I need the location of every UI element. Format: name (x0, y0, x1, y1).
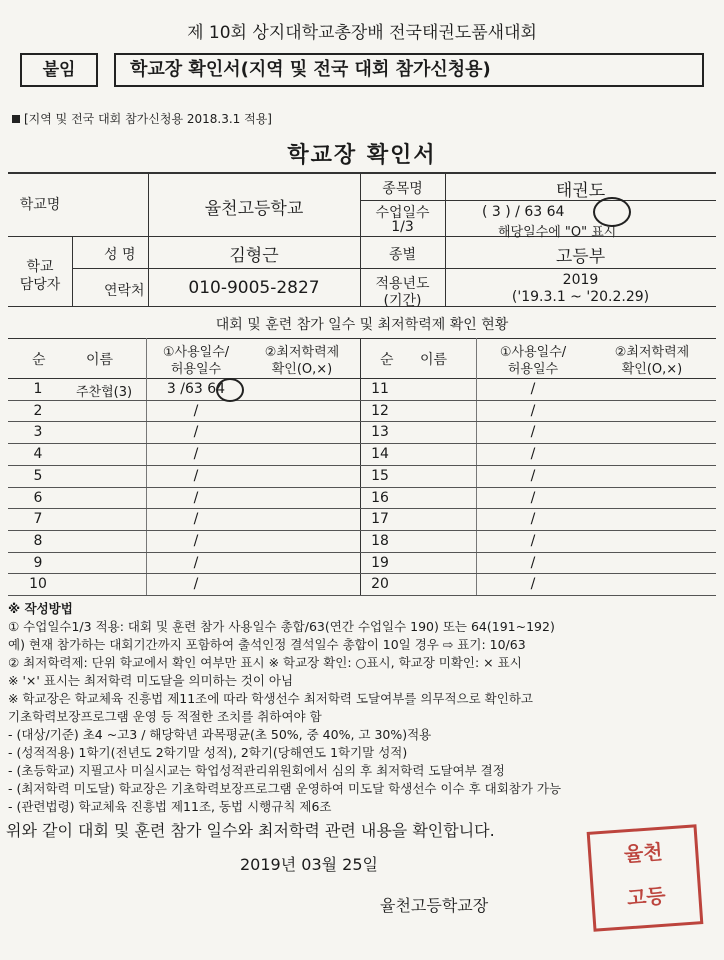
note-line: 예) 현재 참가하는 대회기간까지 포함하여 출석인정 결석일수 총합이 10일 경우 ⇨ 표기: 10/63 (8, 637, 526, 652)
class-days-hint: 해당일수에 "O" 표시 (498, 225, 617, 240)
col-days2-right: 허용일수 (507, 362, 559, 377)
attach-label: 붙임 (20, 53, 98, 87)
school-label: 학교명 (19, 197, 61, 213)
table-line (146, 338, 147, 595)
row-number: 20 (371, 576, 389, 592)
row-number: 17 (371, 511, 389, 527)
principal-signature: 율천고등학교장 (380, 896, 489, 915)
row-days: / (193, 555, 199, 571)
name-value: 김형근 (229, 246, 279, 266)
row-number: 8 (33, 533, 43, 549)
col-days2-left: 허용일수 (170, 362, 222, 377)
contact-label: 연락처 (104, 283, 145, 299)
row-days: 3 /63 64 (166, 381, 226, 397)
row-number: 18 (371, 533, 389, 549)
row-number: 2 (33, 403, 43, 419)
note-line: ※ 작성방법 (8, 601, 73, 616)
table-line (72, 236, 73, 306)
subnote-text: [지역 및 전국 대회 참가신청용 2018.3.1 적용] (24, 112, 272, 126)
note-line: - (최저학력 미도달) 학교장은 기초학력보장프로그램 운영하여 미도달 학생선수 이수 후 대회참가 가능 (8, 781, 562, 796)
note-line: - (관련법령) 학교체육 진흥법 제11조, 동법 시행규칙 제6조 (8, 799, 332, 814)
school-value: 율천고등학교 (204, 199, 304, 219)
division-value: 고등부 (555, 247, 606, 267)
row-number: 13 (371, 424, 389, 440)
row-days: / (530, 468, 536, 484)
row-days: / (530, 576, 536, 592)
row-name: 주찬협(3) (76, 385, 133, 400)
name-label: 성 명 (104, 247, 136, 263)
row-number: 3 (33, 424, 43, 440)
status-title: 대회 및 훈련 참가 일수 및 최저학력제 확인 현황 (215, 317, 509, 333)
class-days-label: 수업일수 (375, 205, 430, 221)
note-line: - (성적적용) 1학기(전년도 2학기말 성적), 2학기(당해연도 1학기말 성적) (8, 745, 408, 760)
manager-label-1: 학교 (26, 259, 54, 275)
official-seal-icon: 율천 고등 (587, 824, 704, 931)
document-title: 학교장 확인서 (287, 143, 437, 168)
col-name-left: 이름 (86, 352, 114, 368)
row-line (8, 595, 716, 596)
row-number: 11 (371, 381, 389, 397)
form-title: 학교장 확인서(지역 및 전국 대회 참가신청용) (114, 53, 704, 87)
row-days: / (193, 511, 199, 527)
row-line (8, 573, 716, 574)
table-line (72, 268, 716, 269)
row-days: / (530, 511, 536, 527)
circle-64-mark (216, 378, 244, 402)
row-days: / (530, 424, 536, 440)
row-number: 15 (371, 468, 389, 484)
row-number: 12 (371, 403, 389, 419)
col-days1-right: ①사용일수/ (499, 345, 567, 360)
event-label: 종목명 (382, 181, 423, 197)
row-number: 1 (33, 381, 43, 397)
row-line (8, 530, 716, 531)
row-number: 5 (33, 468, 43, 484)
row-number: 10 (29, 576, 47, 592)
row-days: / (530, 381, 536, 397)
row-days: / (193, 403, 199, 419)
col-days1-left: ①사용일수/ (162, 345, 230, 360)
year-label-2: (기간) (383, 293, 422, 309)
row-line (8, 465, 716, 466)
col-no-right: 순 (380, 352, 394, 368)
row-line (8, 421, 716, 422)
row-days: / (530, 555, 536, 571)
class-days-value: ( 3 ) / 63 64 (482, 204, 565, 220)
row-line (8, 508, 716, 509)
row-number: 16 (371, 490, 389, 506)
row-number: 6 (33, 490, 43, 506)
row-number: 4 (33, 446, 43, 462)
division-label: 종별 (388, 247, 417, 263)
manager-label-2: 담당자 (19, 277, 61, 293)
row-days: / (530, 446, 536, 462)
period-value: ('19.3.1 ~ '20.2.29) (511, 289, 650, 305)
row-days: / (193, 533, 199, 549)
col-name-right: 이름 (420, 352, 448, 368)
row-days: / (193, 468, 199, 484)
row-line (8, 443, 716, 444)
row-days: / (530, 403, 536, 419)
year-value: 2019 (562, 272, 599, 288)
row-days: / (193, 446, 199, 462)
row-line (8, 487, 716, 488)
contact-value: 010-9005-2827 (188, 278, 320, 298)
table-line (8, 378, 716, 379)
note-line: ※ 학교장은 학교체육 진흥법 제11조에 따라 학생선수 최저학력 도달여부를 의무적으로 확인하고 (8, 691, 533, 706)
col-academic1-left: ②최저학력제 (264, 345, 340, 360)
row-number: 14 (371, 446, 389, 462)
table-line (8, 338, 716, 339)
row-number: 9 (33, 555, 43, 571)
document-date: 2019년 03월 25일 (240, 855, 378, 874)
note-line: ② 최저학력제: 단위 학교에서 확인 여부만 표시 ※ 학교장 확인: ○표시, 학교장 미확인: × 표시 (8, 655, 522, 670)
event-title: 제 10회 상지대학교총장배 전국태권도품새대회 (187, 23, 537, 43)
notes (8, 600, 718, 816)
row-line (8, 400, 716, 401)
row-days: / (193, 424, 199, 440)
note-line: - (대상/기준) 초4 ~고3 / 해당학년 과목평균(초 50%, 중 40%, 고 30%)적용 (8, 727, 432, 742)
note-line: ※ '×' 표시는 최저학력 미도달을 의미하는 것이 아님 (8, 673, 294, 688)
row-number: 19 (371, 555, 389, 571)
square-bullet-icon (12, 115, 20, 123)
row-days: / (193, 576, 199, 592)
row-days: / (530, 490, 536, 506)
col-academic2-left: 확인(O,×) (271, 362, 333, 377)
row-number: 7 (33, 511, 43, 527)
row-days: / (530, 533, 536, 549)
row-line (8, 552, 716, 553)
class-days-label2: 1/3 (391, 219, 414, 235)
note-line: ① 수업일수1/3 적용: 대회 및 훈련 참가 사용일수 총합/63(연간 수업일수 190) 또는 64(191~192) (8, 619, 555, 634)
note-line: - (초등학교) 지필고사 미실시교는 학업성적관리위원회에서 심의 후 최저학력 도달여부 결정 (8, 763, 505, 778)
col-no-left: 순 (32, 352, 46, 368)
table-top-border (8, 172, 716, 174)
row-days: / (193, 490, 199, 506)
col-academic1-right: ②최저학력제 (614, 345, 690, 360)
event-value: 태권도 (555, 181, 606, 201)
note-line: 기초학력보장프로그램 운영 등 적절한 조치를 취하여야 함 (8, 709, 322, 724)
table-line (476, 338, 477, 595)
confirm-statement: 위와 같이 대회 및 훈련 참가 일수와 최저학력 관련 내용을 확인합니다. (6, 821, 495, 840)
col-academic2-right: 확인(O,×) (621, 362, 683, 377)
year-label: 적용년도 (375, 276, 430, 292)
subnote (12, 110, 272, 127)
